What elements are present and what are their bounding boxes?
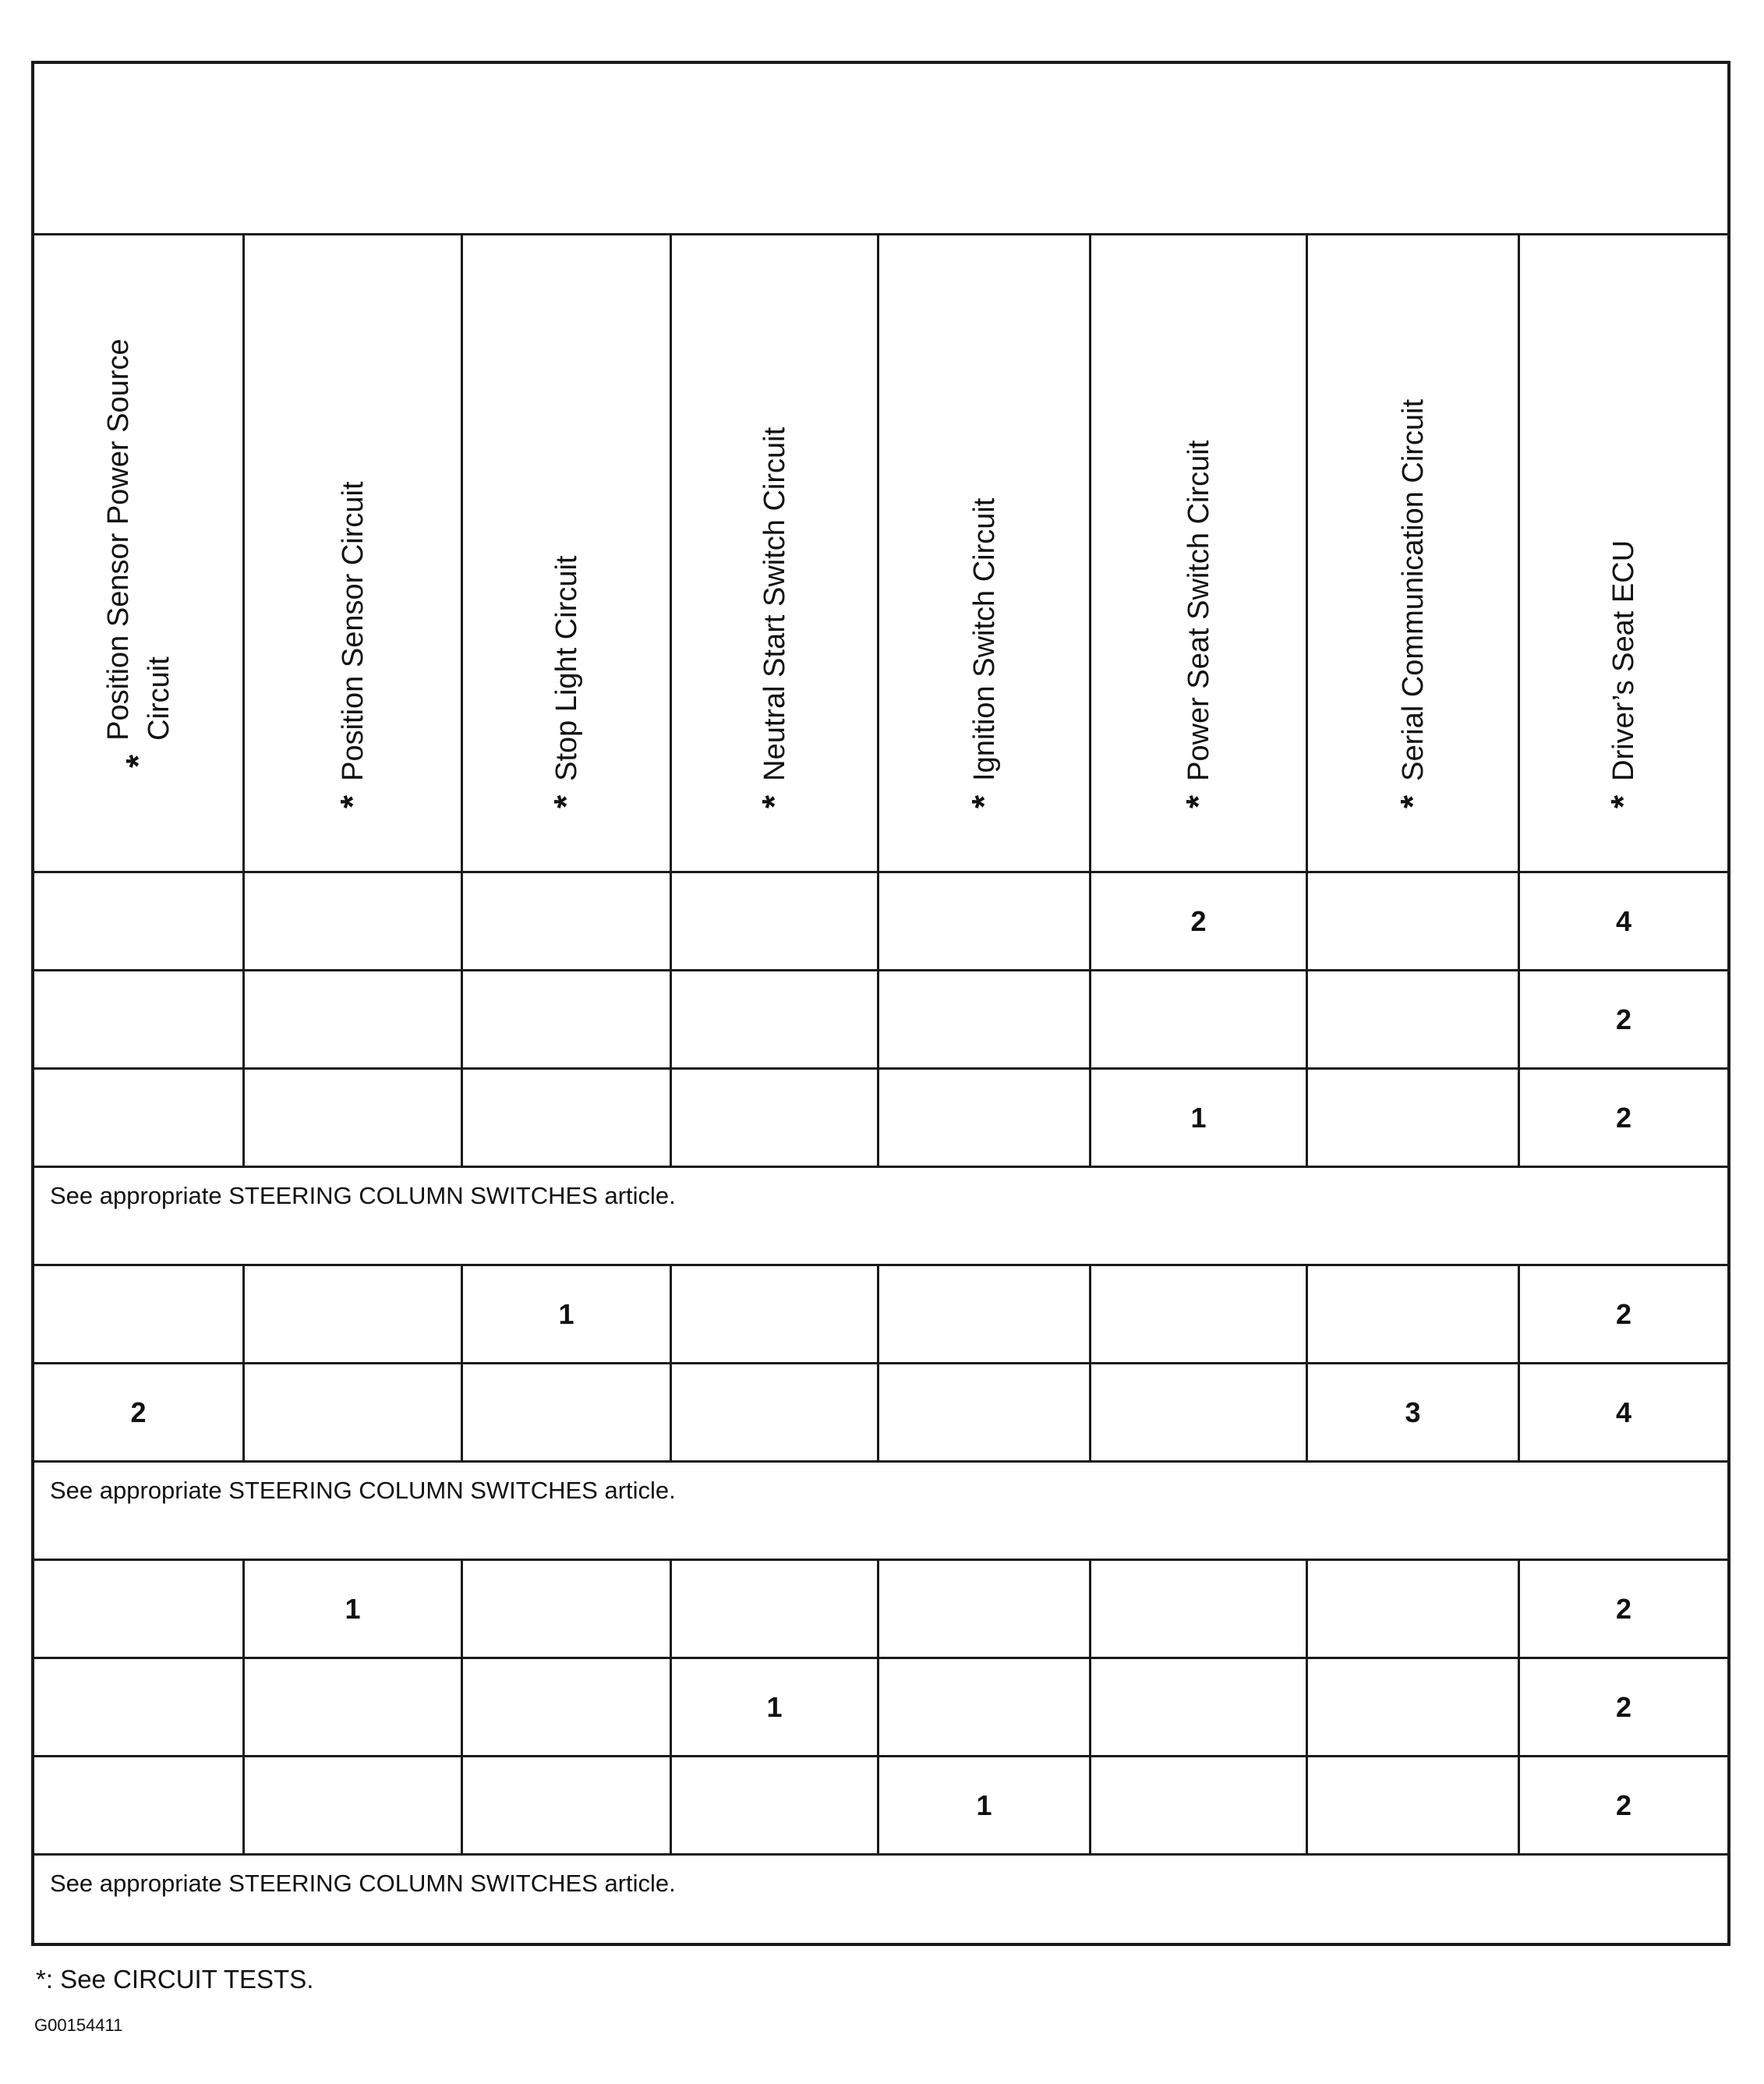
column-header-label bbox=[1179, 441, 1219, 808]
table-row bbox=[34, 1561, 1727, 1659]
asterisk-marker: * bbox=[755, 794, 794, 808]
note-row: See appropriate STEERING COLUMN SWITCHES article. bbox=[50, 1870, 676, 1897]
table-cell bbox=[879, 971, 1091, 1067]
table-cell bbox=[1308, 971, 1520, 1067]
table-cell: 1 bbox=[1091, 1070, 1308, 1166]
note-row: See appropriate STEERING COLUMN SWITCHES article. bbox=[34, 1168, 1727, 1266]
table-cell bbox=[1091, 1659, 1308, 1755]
table-cell bbox=[879, 1266, 1091, 1362]
table-cell: 2 bbox=[1091, 873, 1308, 969]
table-cell bbox=[34, 1561, 245, 1657]
table-cell bbox=[672, 1561, 879, 1657]
table-cell bbox=[245, 1266, 463, 1362]
column-header-label bbox=[98, 304, 179, 768]
table-row bbox=[34, 1757, 1727, 1856]
table-cell bbox=[672, 1364, 879, 1460]
table-cell bbox=[1308, 1070, 1520, 1166]
table-cell bbox=[1091, 1757, 1308, 1853]
asterisk-marker: * bbox=[1393, 794, 1432, 808]
table-cell bbox=[463, 1364, 672, 1460]
table-cell: 1 bbox=[245, 1561, 463, 1657]
table-cell bbox=[245, 971, 463, 1067]
table-cell bbox=[672, 1266, 879, 1362]
table-cell bbox=[1308, 1659, 1520, 1755]
table-cell: 1 bbox=[672, 1659, 879, 1755]
column-header-label bbox=[1393, 399, 1433, 808]
table-cell: 2 bbox=[1615, 1101, 1632, 1134]
table-cell bbox=[879, 873, 1091, 969]
table-cell bbox=[879, 1364, 1091, 1460]
asterisk-marker: * bbox=[118, 754, 157, 768]
table-row bbox=[34, 1659, 1727, 1757]
column-header bbox=[672, 235, 879, 871]
table-cell bbox=[1308, 1757, 1520, 1853]
table-cell bbox=[463, 873, 672, 969]
table-cell bbox=[463, 1757, 672, 1853]
column-header-label bbox=[1603, 540, 1644, 808]
table-cell bbox=[463, 1659, 672, 1755]
column-header bbox=[879, 235, 1091, 871]
table-cell: 1 bbox=[463, 1266, 672, 1362]
note-row: See appropriate STEERING COLUMN SWITCHES article. bbox=[34, 1463, 1727, 1561]
table-cell bbox=[1308, 873, 1520, 969]
table-row bbox=[34, 971, 1727, 1070]
asterisk-marker: * bbox=[964, 794, 1003, 808]
column-header-text: Neutral Start Switch Circuit bbox=[758, 426, 791, 781]
table-cell bbox=[879, 1659, 1091, 1755]
table-cell bbox=[34, 1070, 245, 1166]
column-header bbox=[463, 235, 672, 871]
table-cell bbox=[672, 971, 879, 1067]
column-header bbox=[1308, 235, 1520, 871]
footnote: *: See CIRCUIT TESTS. bbox=[36, 1965, 314, 1994]
table-cell bbox=[672, 1757, 879, 1853]
column-header-text: Ignition Switch Circuit bbox=[967, 497, 1001, 781]
column-header-text: Serial Communication Circuit bbox=[1396, 398, 1430, 781]
column-header-text: Stop Light Circuit bbox=[550, 555, 583, 781]
column-header-text: Position Sensor Power Source Circuit bbox=[101, 338, 175, 741]
table-cell bbox=[1308, 1266, 1520, 1362]
table-row bbox=[34, 1266, 1727, 1364]
table-cell bbox=[1091, 1561, 1308, 1657]
table-cell bbox=[34, 1266, 245, 1362]
table-cell: 2 bbox=[1615, 1789, 1632, 1821]
column-header-text: Position Sensor Circuit bbox=[336, 481, 369, 781]
table-cell bbox=[463, 1070, 672, 1166]
table-cell bbox=[1308, 1561, 1520, 1657]
table-cell bbox=[672, 873, 879, 969]
table-cell bbox=[1091, 971, 1308, 1067]
table-cell: 1 bbox=[879, 1757, 1091, 1853]
table-cell bbox=[879, 1561, 1091, 1657]
table-cell bbox=[879, 1070, 1091, 1166]
table-cell bbox=[34, 971, 245, 1067]
table-cell bbox=[34, 1659, 245, 1755]
table-cell bbox=[245, 873, 463, 969]
table-cell: 2 bbox=[1615, 1690, 1632, 1723]
column-header-text: Driver’s Seat ECU bbox=[1607, 540, 1640, 781]
figure-id: G00154411 bbox=[34, 2015, 123, 2035]
asterisk-marker: * bbox=[1604, 794, 1642, 808]
column-header bbox=[1091, 235, 1308, 871]
table-title-blank bbox=[34, 64, 1727, 235]
table-cell: 2 bbox=[34, 1364, 245, 1460]
table-cell: 2 bbox=[1615, 1592, 1632, 1625]
table-cell bbox=[463, 971, 672, 1067]
table-row bbox=[34, 1070, 1727, 1168]
table-cell bbox=[245, 1364, 463, 1460]
table-cell bbox=[34, 873, 245, 969]
asterisk-marker: * bbox=[333, 794, 372, 808]
table-cell: 3 bbox=[1308, 1364, 1520, 1460]
column-header-row bbox=[34, 235, 1727, 873]
table-cell: 2 bbox=[1615, 1297, 1632, 1330]
column-header-label bbox=[333, 481, 373, 808]
column-header bbox=[1520, 235, 1727, 871]
table-cell bbox=[1091, 1266, 1308, 1362]
diagnosis-table bbox=[31, 61, 1730, 1946]
table-cell: 4 bbox=[1615, 904, 1632, 937]
table-cell bbox=[245, 1757, 463, 1853]
table-cell bbox=[463, 1561, 672, 1657]
column-header-label bbox=[755, 427, 795, 808]
column-header-text: Power Seat Switch Circuit bbox=[1182, 440, 1215, 781]
table-cell bbox=[245, 1659, 463, 1755]
table-cell bbox=[34, 1757, 245, 1853]
column-header-label bbox=[964, 498, 1005, 808]
table-cell bbox=[672, 1070, 879, 1166]
table-cell bbox=[245, 1070, 463, 1166]
column-header bbox=[245, 235, 463, 871]
table-row bbox=[34, 1364, 1727, 1463]
column-header-label bbox=[546, 556, 587, 809]
asterisk-marker: * bbox=[1179, 794, 1218, 808]
table-body bbox=[34, 873, 1727, 1954]
table-cell: 2 bbox=[1615, 1003, 1632, 1035]
table-row bbox=[34, 873, 1727, 971]
column-header bbox=[34, 235, 245, 871]
table-cell: 4 bbox=[1615, 1396, 1632, 1428]
asterisk-marker: * bbox=[546, 794, 585, 808]
table-cell bbox=[1091, 1364, 1308, 1460]
